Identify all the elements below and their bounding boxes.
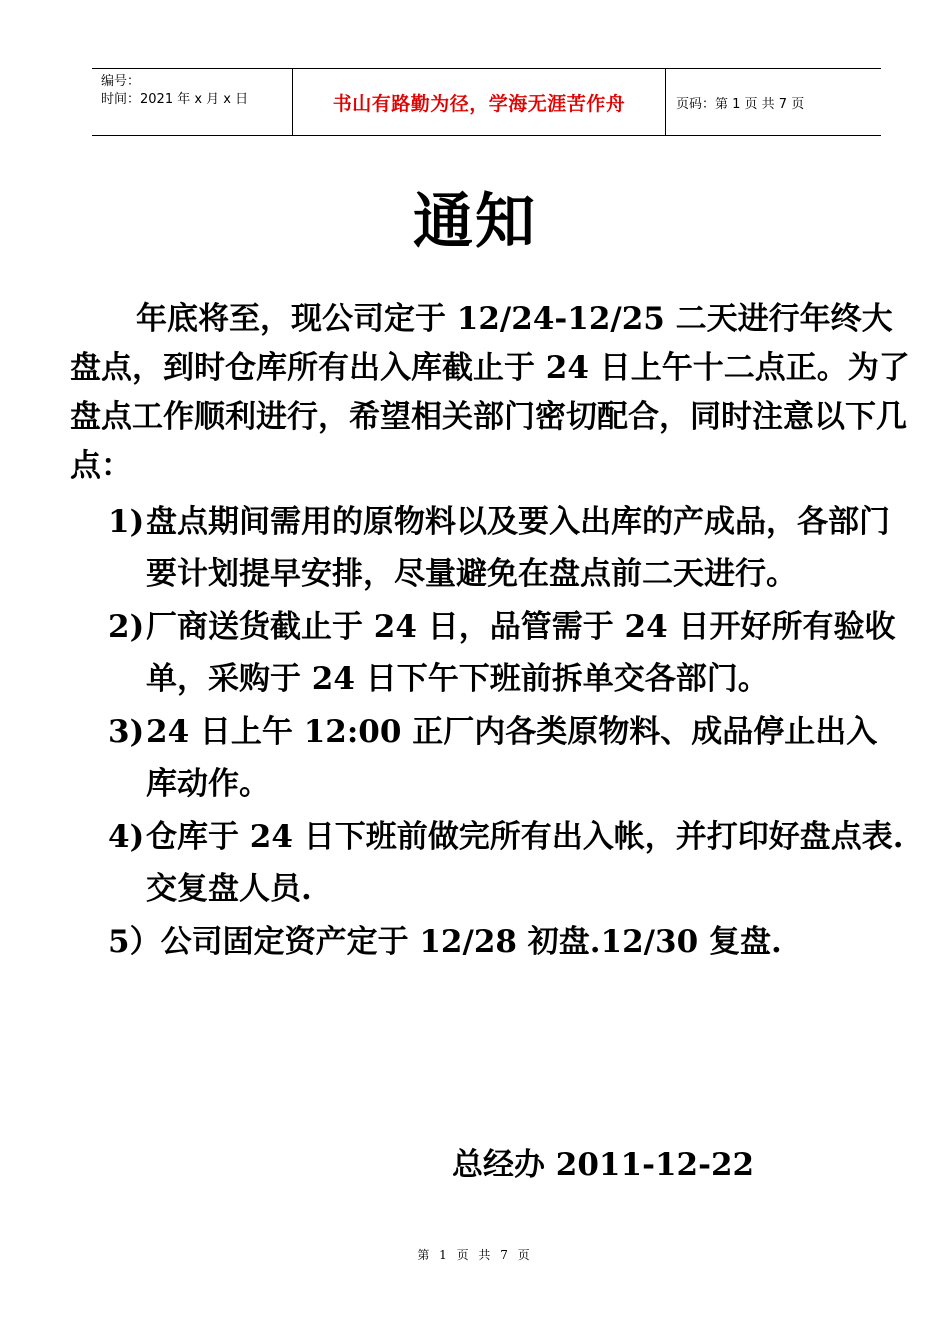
list-item-text: 24 日上午 12:00 正厂内各类原物料、成品停止出入库动作。 [146, 714, 878, 802]
list-item [108, 811, 908, 915]
header-page-info: 页码：第 1 页 共 7 页 [676, 96, 805, 112]
page-footer: 第 1 页 共 7 页 [417, 1248, 533, 1262]
header-motto: 书山有路勤为径，学海无涯苦作舟 [293, 69, 666, 135]
intro-paragraph-block [70, 295, 920, 491]
header-meta [92, 69, 293, 135]
signature-line: 总经办 2011-12-22 [452, 1147, 755, 1183]
list-item-number: 1) [108, 504, 145, 540]
page-header [92, 68, 881, 136]
notice-list [108, 496, 908, 969]
header-time-label: 时间：2021 年 x 月 x 日 [101, 92, 249, 107]
list-item-text: 盘点期间需用的原物料以及要入出库的产成品，各部门要计划提早安排，尽量避免在盘点前二天进行。 [146, 504, 890, 592]
list-item-number: 3) [108, 714, 145, 750]
list-item-number: 4) [108, 819, 145, 855]
list-item [108, 706, 908, 810]
list-item [108, 601, 908, 705]
header-number-label: 编号： [101, 74, 141, 89]
list-item-fixed-assets: 5）公司固定资产定于 12/28 初盘.12/30 复盘. [108, 924, 782, 960]
intro-paragraph: 年底将至，现公司定于 12/24-12/25 二天进行年终大盘点，到时仓库所有出入库截止于 24 日上午十二点正。为了盘点工作顺利进行，希望相关部门密切配合，同时注意以下几点： [70, 301, 910, 484]
list-item [108, 496, 908, 600]
document-title: 通知 [413, 187, 537, 257]
list-item-text: 仓库于 24 日下班前做完所有出入帐，并打印好盘点表.交复盘人员. [146, 819, 904, 907]
list-item-number: 2) [108, 609, 145, 645]
list-item-text: 厂商送货截止于 24 日，品管需于 24 日开好所有验收单，采购于 24 日下午下班前拆单交各部门。 [146, 609, 896, 697]
